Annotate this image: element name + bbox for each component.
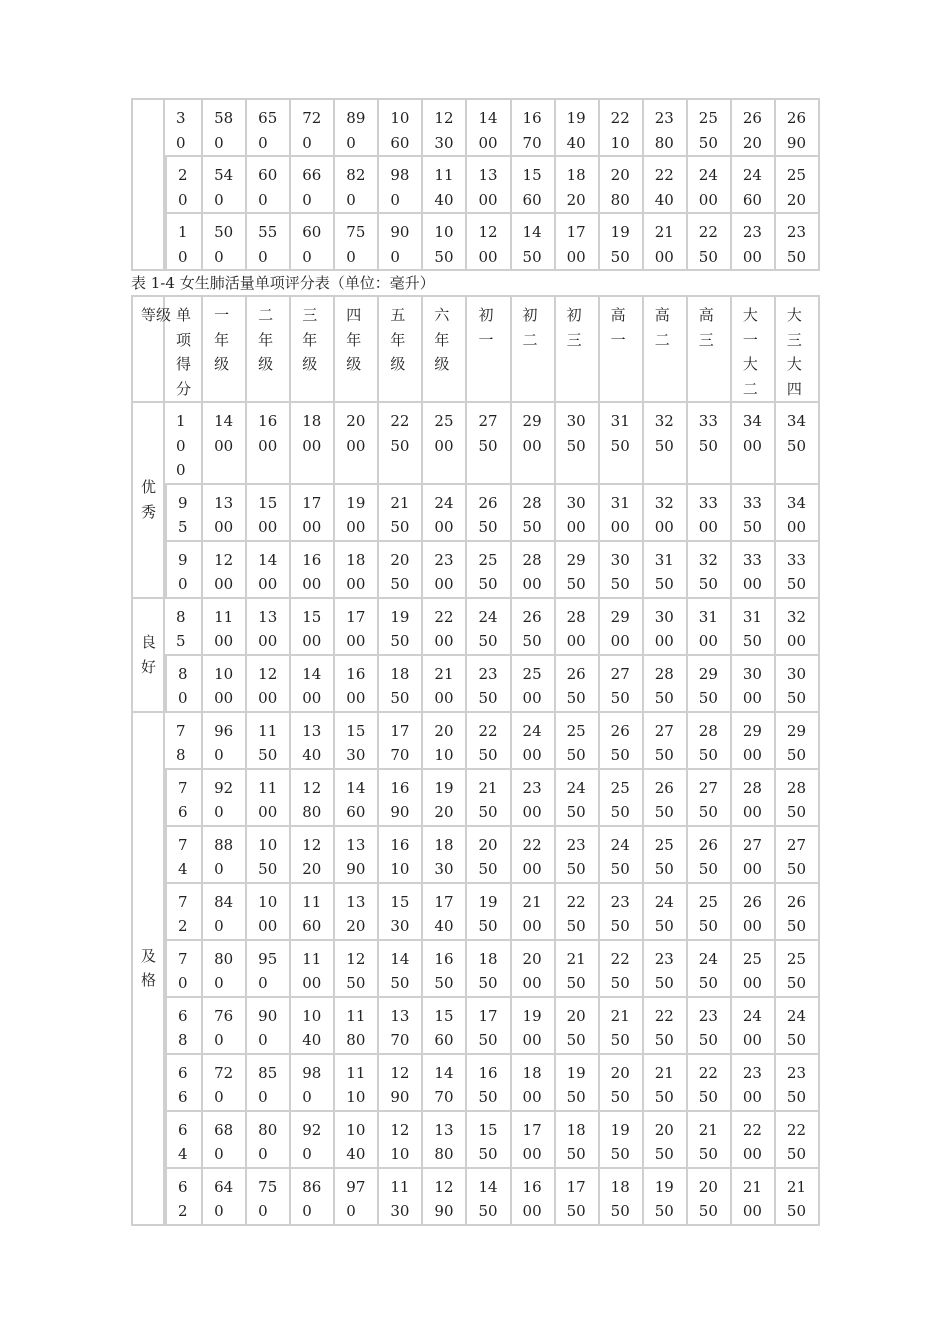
table-row [131,998,820,1055]
value-cell: 29 50 [556,542,600,599]
value-cell: 16 10 [379,827,423,884]
value-cell: 20 50 [644,1112,688,1169]
value-cell: 30 50 [776,656,820,713]
value-cell: 11 50 [247,713,291,770]
value-cell: 21 50 [467,770,511,827]
value-cell: 22 10 [600,98,644,157]
value-cell: 21 00 [732,1169,776,1226]
value-cell: 26 50 [776,884,820,941]
female-vital-capacity-table [131,295,820,1226]
value-cell: 32 50 [688,542,732,599]
value-cell: 28 50 [688,713,732,770]
value-cell: 10 40 [291,998,335,1055]
value-cell: 27 50 [644,713,688,770]
value-cell: 33 00 [732,542,776,599]
value-cell: 21 50 [556,941,600,998]
value-cell: 15 60 [512,157,556,214]
value-cell: 14 50 [512,214,556,271]
value-cell: 85 0 [247,1055,291,1112]
value-cell: 29 50 [688,656,732,713]
value-cell: 23 50 [776,214,820,271]
value-cell: 16 00 [512,1169,556,1226]
value-cell: 20 50 [600,1055,644,1112]
value-cell: 12 90 [379,1055,423,1112]
value-cell: 21 00 [512,884,556,941]
value-cell: 18 20 [556,157,600,214]
table-row [131,884,820,941]
value-cell: 25 50 [600,770,644,827]
value-cell: 16 00 [247,403,291,485]
level-cell: 良 好 [131,599,165,713]
value-cell: 19 50 [600,1112,644,1169]
value-cell: 25 00 [512,656,556,713]
value-cell: 12 00 [467,214,511,271]
header-cell: 二 年 级 [247,295,291,403]
table-row [131,827,820,884]
value-cell: 22 50 [644,998,688,1055]
value-cell: 50 0 [203,214,247,271]
value-cell: 16 00 [335,656,379,713]
value-cell: 29 00 [600,599,644,656]
value-cell: 34 50 [776,403,820,485]
value-cell: 90 0 [247,998,291,1055]
score-cell: 7 4 [165,827,203,884]
value-cell: 17 50 [467,998,511,1055]
value-cell: 21 00 [423,656,467,713]
value-cell: 75 0 [247,1169,291,1226]
value-cell: 16 50 [423,941,467,998]
table-row [131,98,820,157]
header-cell: 四 年 级 [335,295,379,403]
value-cell: 31 00 [600,485,644,542]
value-cell: 13 00 [467,157,511,214]
value-cell: 25 50 [644,827,688,884]
value-cell: 24 00 [688,157,732,214]
value-cell: 60 0 [247,157,291,214]
table-row [131,485,820,542]
value-cell: 32 00 [776,599,820,656]
value-cell: 14 00 [247,542,291,599]
value-cell: 64 0 [203,1169,247,1226]
value-cell: 12 50 [335,941,379,998]
table-caption: 表 1-4 女生肺活量单项评分表（单位：毫升） [131,274,435,292]
value-cell: 23 50 [556,827,600,884]
table-row [131,770,820,827]
value-cell: 26 90 [776,98,820,157]
value-cell: 15 50 [467,1112,511,1169]
value-cell: 19 00 [512,998,556,1055]
value-cell: 31 00 [688,599,732,656]
score-cell: 7 0 [165,941,203,998]
table-row [131,941,820,998]
value-cell: 15 30 [379,884,423,941]
value-cell: 92 0 [203,770,247,827]
value-cell: 19 50 [644,1169,688,1226]
value-cell: 11 30 [379,1169,423,1226]
value-cell: 13 70 [379,998,423,1055]
value-cell: 80 0 [247,1112,291,1169]
score-cell: 6 4 [165,1112,203,1169]
value-cell: 11 00 [203,599,247,656]
header-cell: 等级 [131,295,165,403]
value-cell: 11 10 [335,1055,379,1112]
value-cell: 33 50 [732,485,776,542]
value-cell: 14 70 [423,1055,467,1112]
value-cell: 17 00 [335,599,379,656]
level-cell: 优 秀 [131,403,165,599]
value-cell: 21 00 [644,214,688,271]
value-cell: 25 00 [732,941,776,998]
score-cell: 3 0 [165,98,203,157]
value-cell: 65 0 [247,98,291,157]
value-cell: 26 50 [600,713,644,770]
value-cell: 29 50 [776,713,820,770]
value-cell: 23 00 [423,542,467,599]
header-cell: 三 年 级 [291,295,335,403]
header-cell: 初 一 [467,295,511,403]
value-cell: 25 20 [776,157,820,214]
value-cell: 24 00 [512,713,556,770]
value-cell: 34 00 [776,485,820,542]
value-cell: 29 00 [732,713,776,770]
value-cell: 76 0 [203,998,247,1055]
value-cell: 24 50 [688,941,732,998]
value-cell: 28 50 [644,656,688,713]
score-cell: 2 0 [165,157,203,214]
value-cell: 20 10 [423,713,467,770]
value-cell: 18 00 [512,1055,556,1112]
header-cell: 五 年 级 [379,295,423,403]
score-cell: 7 2 [165,884,203,941]
score-cell: 8 0 [165,656,203,713]
value-cell: 16 70 [512,98,556,157]
value-cell: 23 00 [732,214,776,271]
table-row [131,713,820,770]
value-cell: 55 0 [247,214,291,271]
document-page [131,98,820,1226]
value-cell: 11 40 [423,157,467,214]
value-cell: 19 00 [335,485,379,542]
value-cell: 30 00 [644,599,688,656]
value-cell: 27 50 [600,656,644,713]
value-cell: 24 60 [732,157,776,214]
value-cell: 22 50 [688,214,732,271]
value-cell: 12 00 [203,542,247,599]
value-cell: 26 20 [732,98,776,157]
value-cell: 13 20 [335,884,379,941]
score-cell: 7 6 [165,770,203,827]
value-cell: 18 30 [423,827,467,884]
value-cell: 98 0 [291,1055,335,1112]
value-cell: 23 00 [512,770,556,827]
level-cell: 及 格 [131,713,165,1226]
value-cell: 25 50 [467,542,511,599]
value-cell: 33 00 [688,485,732,542]
header-cell: 六 年 级 [423,295,467,403]
value-cell: 16 90 [379,770,423,827]
value-cell: 15 00 [291,599,335,656]
value-cell: 82 0 [335,157,379,214]
value-cell: 22 00 [512,827,556,884]
value-cell: 19 50 [467,884,511,941]
value-cell: 19 20 [423,770,467,827]
value-cell: 19 50 [600,214,644,271]
value-cell: 13 00 [203,485,247,542]
value-cell: 17 00 [556,214,600,271]
score-cell: 9 0 [165,542,203,599]
value-cell: 19 40 [556,98,600,157]
value-cell: 33 50 [776,542,820,599]
value-cell: 21 50 [688,1112,732,1169]
value-cell: 16 00 [291,542,335,599]
value-cell: 19 50 [556,1055,600,1112]
value-cell: 13 80 [423,1112,467,1169]
value-cell: 95 0 [247,941,291,998]
value-cell: 20 00 [512,941,556,998]
value-cell: 54 0 [203,157,247,214]
value-cell: 14 50 [379,941,423,998]
score-cell: 8 5 [165,599,203,656]
score-cell: 6 2 [165,1169,203,1226]
value-cell: 19 50 [379,599,423,656]
value-cell: 23 50 [776,1055,820,1112]
value-cell: 18 00 [335,542,379,599]
value-cell: 10 00 [247,884,291,941]
value-cell: 23 00 [732,1055,776,1112]
value-cell: 13 40 [291,713,335,770]
value-cell: 28 00 [512,542,556,599]
table-row [131,214,820,271]
value-cell: 90 0 [379,214,423,271]
value-cell: 28 00 [556,599,600,656]
value-cell: 31 50 [732,599,776,656]
value-cell: 68 0 [203,1112,247,1169]
value-cell: 12 80 [291,770,335,827]
value-cell: 22 00 [423,599,467,656]
value-cell: 24 00 [732,998,776,1055]
header-cell: 高 一 [600,295,644,403]
value-cell: 32 00 [644,485,688,542]
value-cell: 30 50 [556,403,600,485]
value-cell: 28 50 [512,485,556,542]
value-cell: 26 00 [732,884,776,941]
value-cell: 17 50 [556,1169,600,1226]
value-cell: 17 00 [291,485,335,542]
value-cell: 25 50 [688,98,732,157]
value-cell: 12 10 [379,1112,423,1169]
value-cell: 28 50 [776,770,820,827]
score-cell: 1 0 [165,214,203,271]
value-cell: 24 00 [423,485,467,542]
value-cell: 24 50 [556,770,600,827]
value-cell: 72 0 [291,98,335,157]
value-cell: 15 30 [335,713,379,770]
value-cell: 17 40 [423,884,467,941]
value-cell: 17 00 [512,1112,556,1169]
value-cell: 18 50 [379,656,423,713]
value-cell: 26 50 [467,485,511,542]
value-cell: 25 00 [423,403,467,485]
value-cell: 33 50 [688,403,732,485]
header-cell: 初 三 [556,295,600,403]
value-cell: 30 00 [556,485,600,542]
value-cell: 14 00 [467,98,511,157]
value-cell: 10 50 [423,214,467,271]
value-cell: 22 50 [556,884,600,941]
value-cell: 23 50 [467,656,511,713]
value-cell: 92 0 [291,1112,335,1169]
value-cell: 23 50 [688,998,732,1055]
score-cell: 6 6 [165,1055,203,1112]
table-row [131,542,820,599]
table-row [131,656,820,713]
value-cell: 27 50 [776,827,820,884]
value-cell: 34 00 [732,403,776,485]
value-cell: 31 50 [600,403,644,485]
value-cell: 22 50 [776,1112,820,1169]
value-cell: 10 40 [335,1112,379,1169]
value-cell: 16 50 [467,1055,511,1112]
value-cell: 20 50 [688,1169,732,1226]
value-cell: 25 50 [688,884,732,941]
value-cell: 26 50 [512,599,556,656]
value-cell: 22 50 [688,1055,732,1112]
table-row [131,1169,820,1226]
value-cell: 10 00 [203,656,247,713]
value-cell: 22 50 [600,941,644,998]
value-cell: 24 50 [644,884,688,941]
value-cell: 27 50 [688,770,732,827]
value-cell: 15 00 [247,485,291,542]
value-cell: 89 0 [335,98,379,157]
score-cell: 9 5 [165,485,203,542]
header-row [131,295,820,403]
value-cell: 86 0 [291,1169,335,1226]
value-cell: 28 00 [732,770,776,827]
value-cell: 26 50 [688,827,732,884]
table-row [131,1055,820,1112]
score-cell: 1 0 0 [165,403,203,485]
value-cell: 25 50 [556,713,600,770]
header-cell: 高 二 [644,295,688,403]
value-cell: 84 0 [203,884,247,941]
value-cell: 27 50 [467,403,511,485]
value-cell: 21 50 [644,1055,688,1112]
value-cell: 11 00 [247,770,291,827]
value-cell: 31 50 [644,542,688,599]
score-cell: 6 8 [165,998,203,1055]
value-cell: 20 50 [467,827,511,884]
value-cell: 20 00 [335,403,379,485]
value-cell: 66 0 [291,157,335,214]
value-cell: 12 20 [291,827,335,884]
value-cell: 22 50 [379,403,423,485]
value-cell: 15 60 [423,998,467,1055]
value-cell: 20 50 [556,998,600,1055]
value-cell: 12 30 [423,98,467,157]
header-cell: 大 三 大 四 [776,295,820,403]
value-cell: 17 70 [379,713,423,770]
level-cell [131,98,165,271]
header-cell: 一 年 级 [203,295,247,403]
value-cell: 10 50 [247,827,291,884]
value-cell: 14 00 [291,656,335,713]
value-cell: 13 00 [247,599,291,656]
value-cell: 21 50 [600,998,644,1055]
value-cell: 11 60 [291,884,335,941]
value-cell: 75 0 [335,214,379,271]
value-cell: 24 50 [600,827,644,884]
value-cell: 97 0 [335,1169,379,1226]
value-cell: 80 0 [203,941,247,998]
value-cell: 58 0 [203,98,247,157]
table-row [131,403,820,485]
value-cell: 60 0 [291,214,335,271]
value-cell: 30 50 [600,542,644,599]
value-cell: 11 80 [335,998,379,1055]
value-cell: 25 50 [776,941,820,998]
value-cell: 18 50 [556,1112,600,1169]
header-cell: 初 二 [512,295,556,403]
value-cell: 26 50 [556,656,600,713]
top-score-table [131,98,820,271]
value-cell: 22 50 [467,713,511,770]
value-cell: 24 50 [776,998,820,1055]
value-cell: 18 50 [467,941,511,998]
value-cell: 24 50 [467,599,511,656]
value-cell: 11 00 [291,941,335,998]
value-cell: 14 60 [335,770,379,827]
value-cell: 30 00 [732,656,776,713]
value-cell: 26 50 [644,770,688,827]
value-cell: 10 60 [379,98,423,157]
value-cell: 21 50 [776,1169,820,1226]
header-cell: 高 三 [688,295,732,403]
value-cell: 12 00 [247,656,291,713]
value-cell: 14 00 [203,403,247,485]
value-cell: 21 50 [379,485,423,542]
value-cell: 22 40 [644,157,688,214]
value-cell: 72 0 [203,1055,247,1112]
value-cell: 23 80 [644,98,688,157]
score-cell: 7 8 [165,713,203,770]
value-cell: 29 00 [512,403,556,485]
value-cell: 13 90 [335,827,379,884]
value-cell: 27 00 [732,827,776,884]
value-cell: 18 00 [291,403,335,485]
header-cell: 单 项 得 分 [165,295,203,403]
table-row [131,157,820,214]
value-cell: 32 50 [644,403,688,485]
table-row [131,599,820,656]
value-cell: 23 50 [600,884,644,941]
value-cell: 18 50 [600,1169,644,1226]
header-cell: 大 一 大 二 [732,295,776,403]
value-cell: 23 50 [644,941,688,998]
value-cell: 96 0 [203,713,247,770]
value-cell: 14 50 [467,1169,511,1226]
value-cell: 98 0 [379,157,423,214]
value-cell: 12 90 [423,1169,467,1226]
value-cell: 20 50 [379,542,423,599]
value-cell: 22 00 [732,1112,776,1169]
value-cell: 20 80 [600,157,644,214]
value-cell: 88 0 [203,827,247,884]
table-row [131,1112,820,1169]
